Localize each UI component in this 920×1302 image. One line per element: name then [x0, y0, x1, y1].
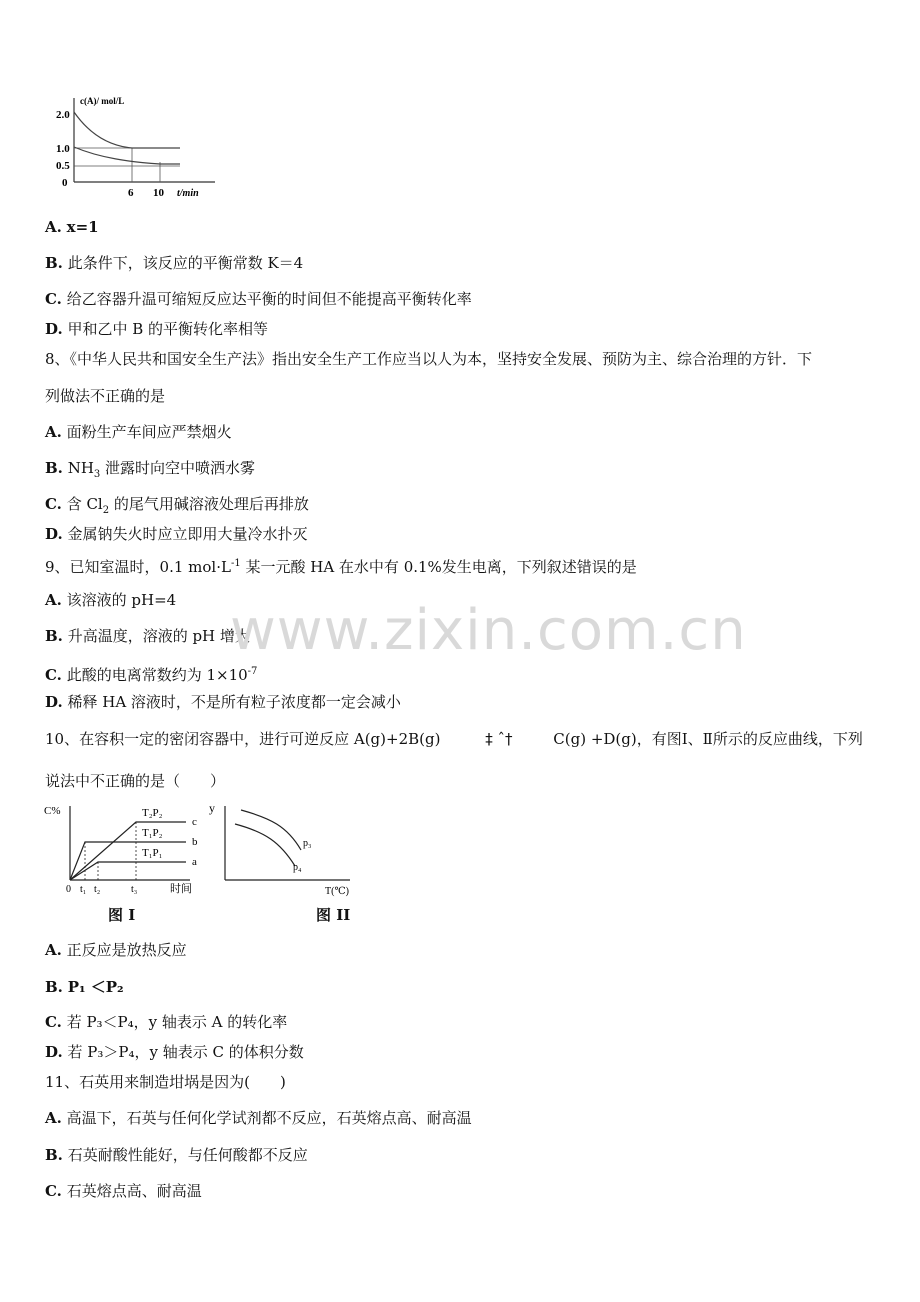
fig1-x-tick-t2: t₂	[94, 884, 101, 895]
x-tick-10: 10	[153, 187, 164, 199]
fig1-letter-a: a	[192, 856, 197, 868]
fig1-letter-b: b	[192, 836, 198, 848]
x-tick-6: 6	[128, 187, 134, 199]
reversible-arrow-icon: ‡ ˆ†	[485, 730, 513, 748]
q7-option-a: A. x=1	[45, 218, 99, 236]
q8-option-c: C. 含 $Cl_2$ 的尾气用碱溶液处理后再排放	[45, 495, 309, 516]
fig1-x-label: 时间	[170, 883, 192, 895]
fig2-caption: 图 II	[316, 906, 351, 924]
q9-stem: 9、已知室温时，0.1 $mol\cdot L^{-1}$ 某一元酸 HA 在水中有 0.1%发生电离，下列叙述错误的是	[45, 558, 637, 576]
y-tick-0: 0	[62, 177, 68, 189]
q9-option-c: C. 此酸的电离常数约为 $1\times 10^{-7}$	[45, 666, 258, 684]
fig2-curve-p3	[241, 810, 301, 850]
fig1-x-tick-0: 0	[66, 884, 71, 895]
q11-stem: 11、石英用来制造坩埚是因为( )	[45, 1073, 286, 1091]
fig2-curve-p4	[235, 824, 295, 866]
q8-option-a: A. 面粉生产车间应严禁烟火	[45, 423, 232, 441]
q8-option-d: D. 金属钠失火时应立即用大量冷水扑灭	[45, 525, 308, 543]
q9-option-a: A. 该溶液的 pH=4	[45, 591, 177, 609]
q10-stem-line1: 10、在容积一定的密闭容器中，进行可逆反应 A(g)+2B(g) ‡ ˆ† C(g) +D(g)，有图Ⅰ、Ⅱ所示的反应曲线，下列	[45, 730, 863, 748]
concentration-time-figure	[40, 90, 260, 200]
figure-1	[40, 798, 210, 898]
q11-option-c: C. 石英熔点高、耐高温	[45, 1182, 202, 1200]
fig1-curve-c	[70, 822, 186, 880]
fig2-label-p3: p₃	[303, 838, 312, 849]
fig1-x-tick-t1: t₁	[80, 884, 87, 895]
q8-stem-line2: 列做法不正确的是	[45, 387, 166, 405]
fig1-letter-c: c	[192, 816, 197, 828]
y-tick-1.0: 1.0	[56, 143, 70, 155]
q8-option-b: B. $NH_3$ 泄露时向空中喷洒水雾	[45, 459, 256, 480]
curve-upper	[74, 112, 180, 148]
q10-stem-line2: 说法中不正确的是（ ）	[45, 772, 226, 790]
q10-option-b: B. P₁ ＜P₂	[45, 978, 124, 996]
q9-option-d: D. 稀释 HA 溶液时，不是所有粒子浓度都一定会减小	[45, 693, 401, 711]
fig1-label-c: T₂P₂	[142, 807, 163, 819]
fig1-y-label: C%	[44, 805, 61, 817]
fig1-curve-b	[70, 842, 186, 880]
q11-option-a: A. 高温下，石英与任何化学试剂都不反应，石英熔点高、耐高温	[45, 1109, 472, 1127]
fig1-label-a: T₁P₁	[142, 847, 163, 859]
q10-option-d: D. 若 P₃＞P₄，y 轴表示 C 的体积分数	[45, 1043, 304, 1061]
x-axis-label: t/min	[177, 188, 199, 199]
fig1-label-b: T₁P₂	[142, 827, 163, 839]
q10-option-a: A. 正反应是放热反应	[45, 941, 187, 959]
figure-2	[205, 798, 355, 898]
q7-option-d: D. 甲和乙中 B 的平衡转化率相等	[45, 320, 269, 338]
curve-lower	[74, 147, 180, 164]
fig2-label-p4: p₄	[293, 862, 302, 873]
q10-option-c: C. 若 P₃＜P₄，y 轴表示 A 的转化率	[45, 1013, 288, 1031]
fig2-x-label: T(℃)	[325, 886, 349, 897]
q7-option-c: C. 给乙容器升温可缩短反应达平衡的时间但不能提高平衡转化率	[45, 290, 472, 308]
fig1-caption: 图 I	[108, 906, 136, 924]
y-tick-0.5: 0.5	[56, 160, 70, 172]
y-axis-label: c(A)/ mol/L	[80, 96, 125, 106]
q9-option-b: B. 升高温度，溶液的 pH 增大	[45, 627, 250, 645]
fig1-x-tick-t3: t₃	[131, 884, 138, 895]
q11-option-b: B. 石英耐酸性能好，与任何酸都不反应	[45, 1146, 308, 1164]
y-tick-2.0: 2.0	[56, 109, 70, 121]
q8-stem-line1: 8、《中华人民共和国安全生产法》指出安全生产工作应当以人为本，坚持安全发展、预防为主、综合治理的方针．下	[45, 350, 813, 368]
fig2-y-label: y	[209, 801, 215, 815]
q7-option-b: B. 此条件下，该反应的平衡常数 K＝4	[45, 254, 304, 272]
watermark: www.zixin.com.cn	[230, 598, 747, 663]
